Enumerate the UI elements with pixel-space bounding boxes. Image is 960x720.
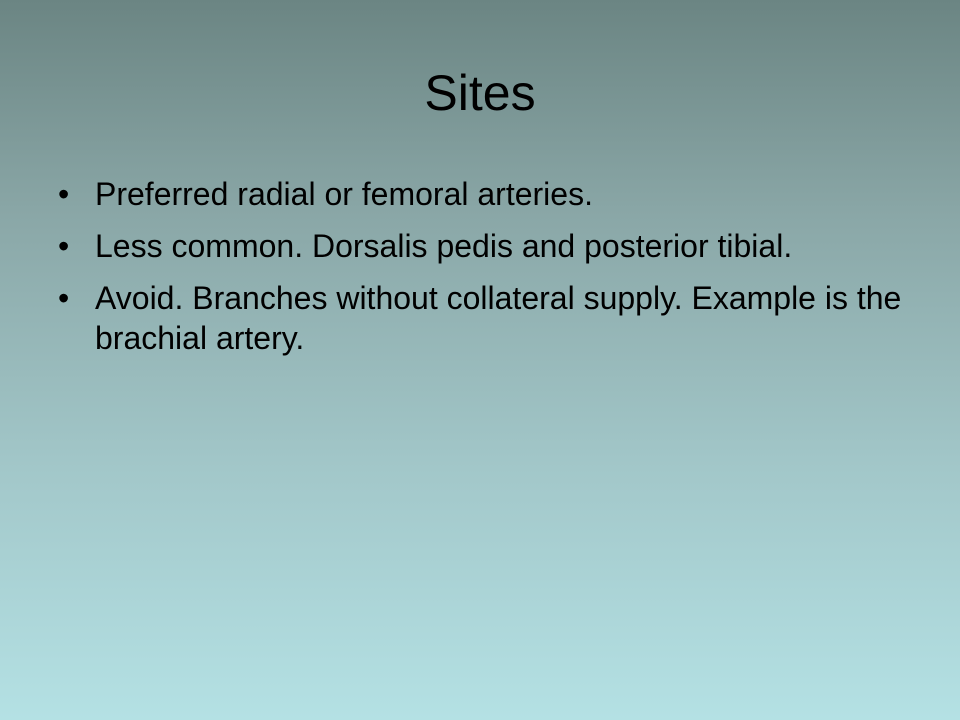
bullet-dot-icon: • xyxy=(58,176,70,212)
bullet-text: Preferred radial or femoral arteries. xyxy=(95,176,593,212)
bullet-text: Avoid. Branches without collateral supply. Example is the brachial artery. xyxy=(95,280,902,356)
bullet-item xyxy=(58,174,918,214)
bullet-item xyxy=(58,226,918,266)
bullet-list xyxy=(58,174,918,370)
bullet-dot-icon: • xyxy=(58,280,70,316)
bullet-item xyxy=(58,278,918,358)
slide-title: Sites xyxy=(424,65,536,121)
bullet-dot-icon: • xyxy=(58,228,70,264)
bullet-text: Less common. Dorsalis pedis and posterior tibial. xyxy=(95,228,793,264)
